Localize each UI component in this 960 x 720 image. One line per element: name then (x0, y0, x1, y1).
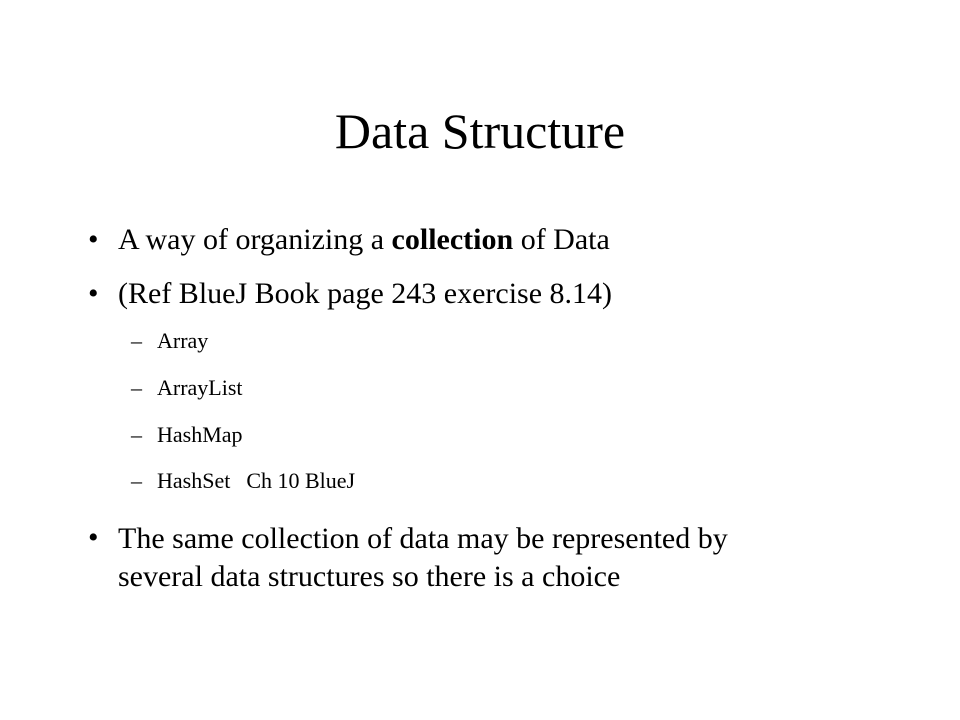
bullet-text-bold: collection (391, 223, 514, 256)
sub-item-text: ArrayList (157, 375, 243, 400)
sub-marker: – (131, 328, 142, 353)
bullet-text (118, 520, 728, 596)
bullet-text (118, 222, 610, 258)
bullet-text: (Ref BlueJ Book page 243 exercise 8.14) (118, 277, 613, 310)
bullet-marker: • (88, 521, 99, 554)
bullet-text-post: of Data (513, 223, 610, 256)
bullet-text-pre: A way of organizing a (118, 223, 392, 256)
sub-item-note: Ch 10 BlueJ (246, 468, 356, 493)
slide-title: Data Structure (334, 103, 626, 159)
sub-item-label: HashSet (157, 468, 231, 493)
sub-item-text: Array (157, 328, 209, 353)
sub-marker: – (131, 422, 142, 447)
sub-marker: – (131, 468, 142, 493)
sub-item-text (157, 467, 355, 495)
sub-marker: – (131, 375, 142, 400)
bullet-marker: • (88, 277, 99, 310)
sub-item-text: HashMap (157, 422, 243, 447)
bullet-text-line1: The same collection of data may be represented by (118, 522, 728, 555)
bullet-text-line2: several data structures so there is a choice (118, 560, 621, 593)
bullet-marker: • (88, 223, 99, 256)
